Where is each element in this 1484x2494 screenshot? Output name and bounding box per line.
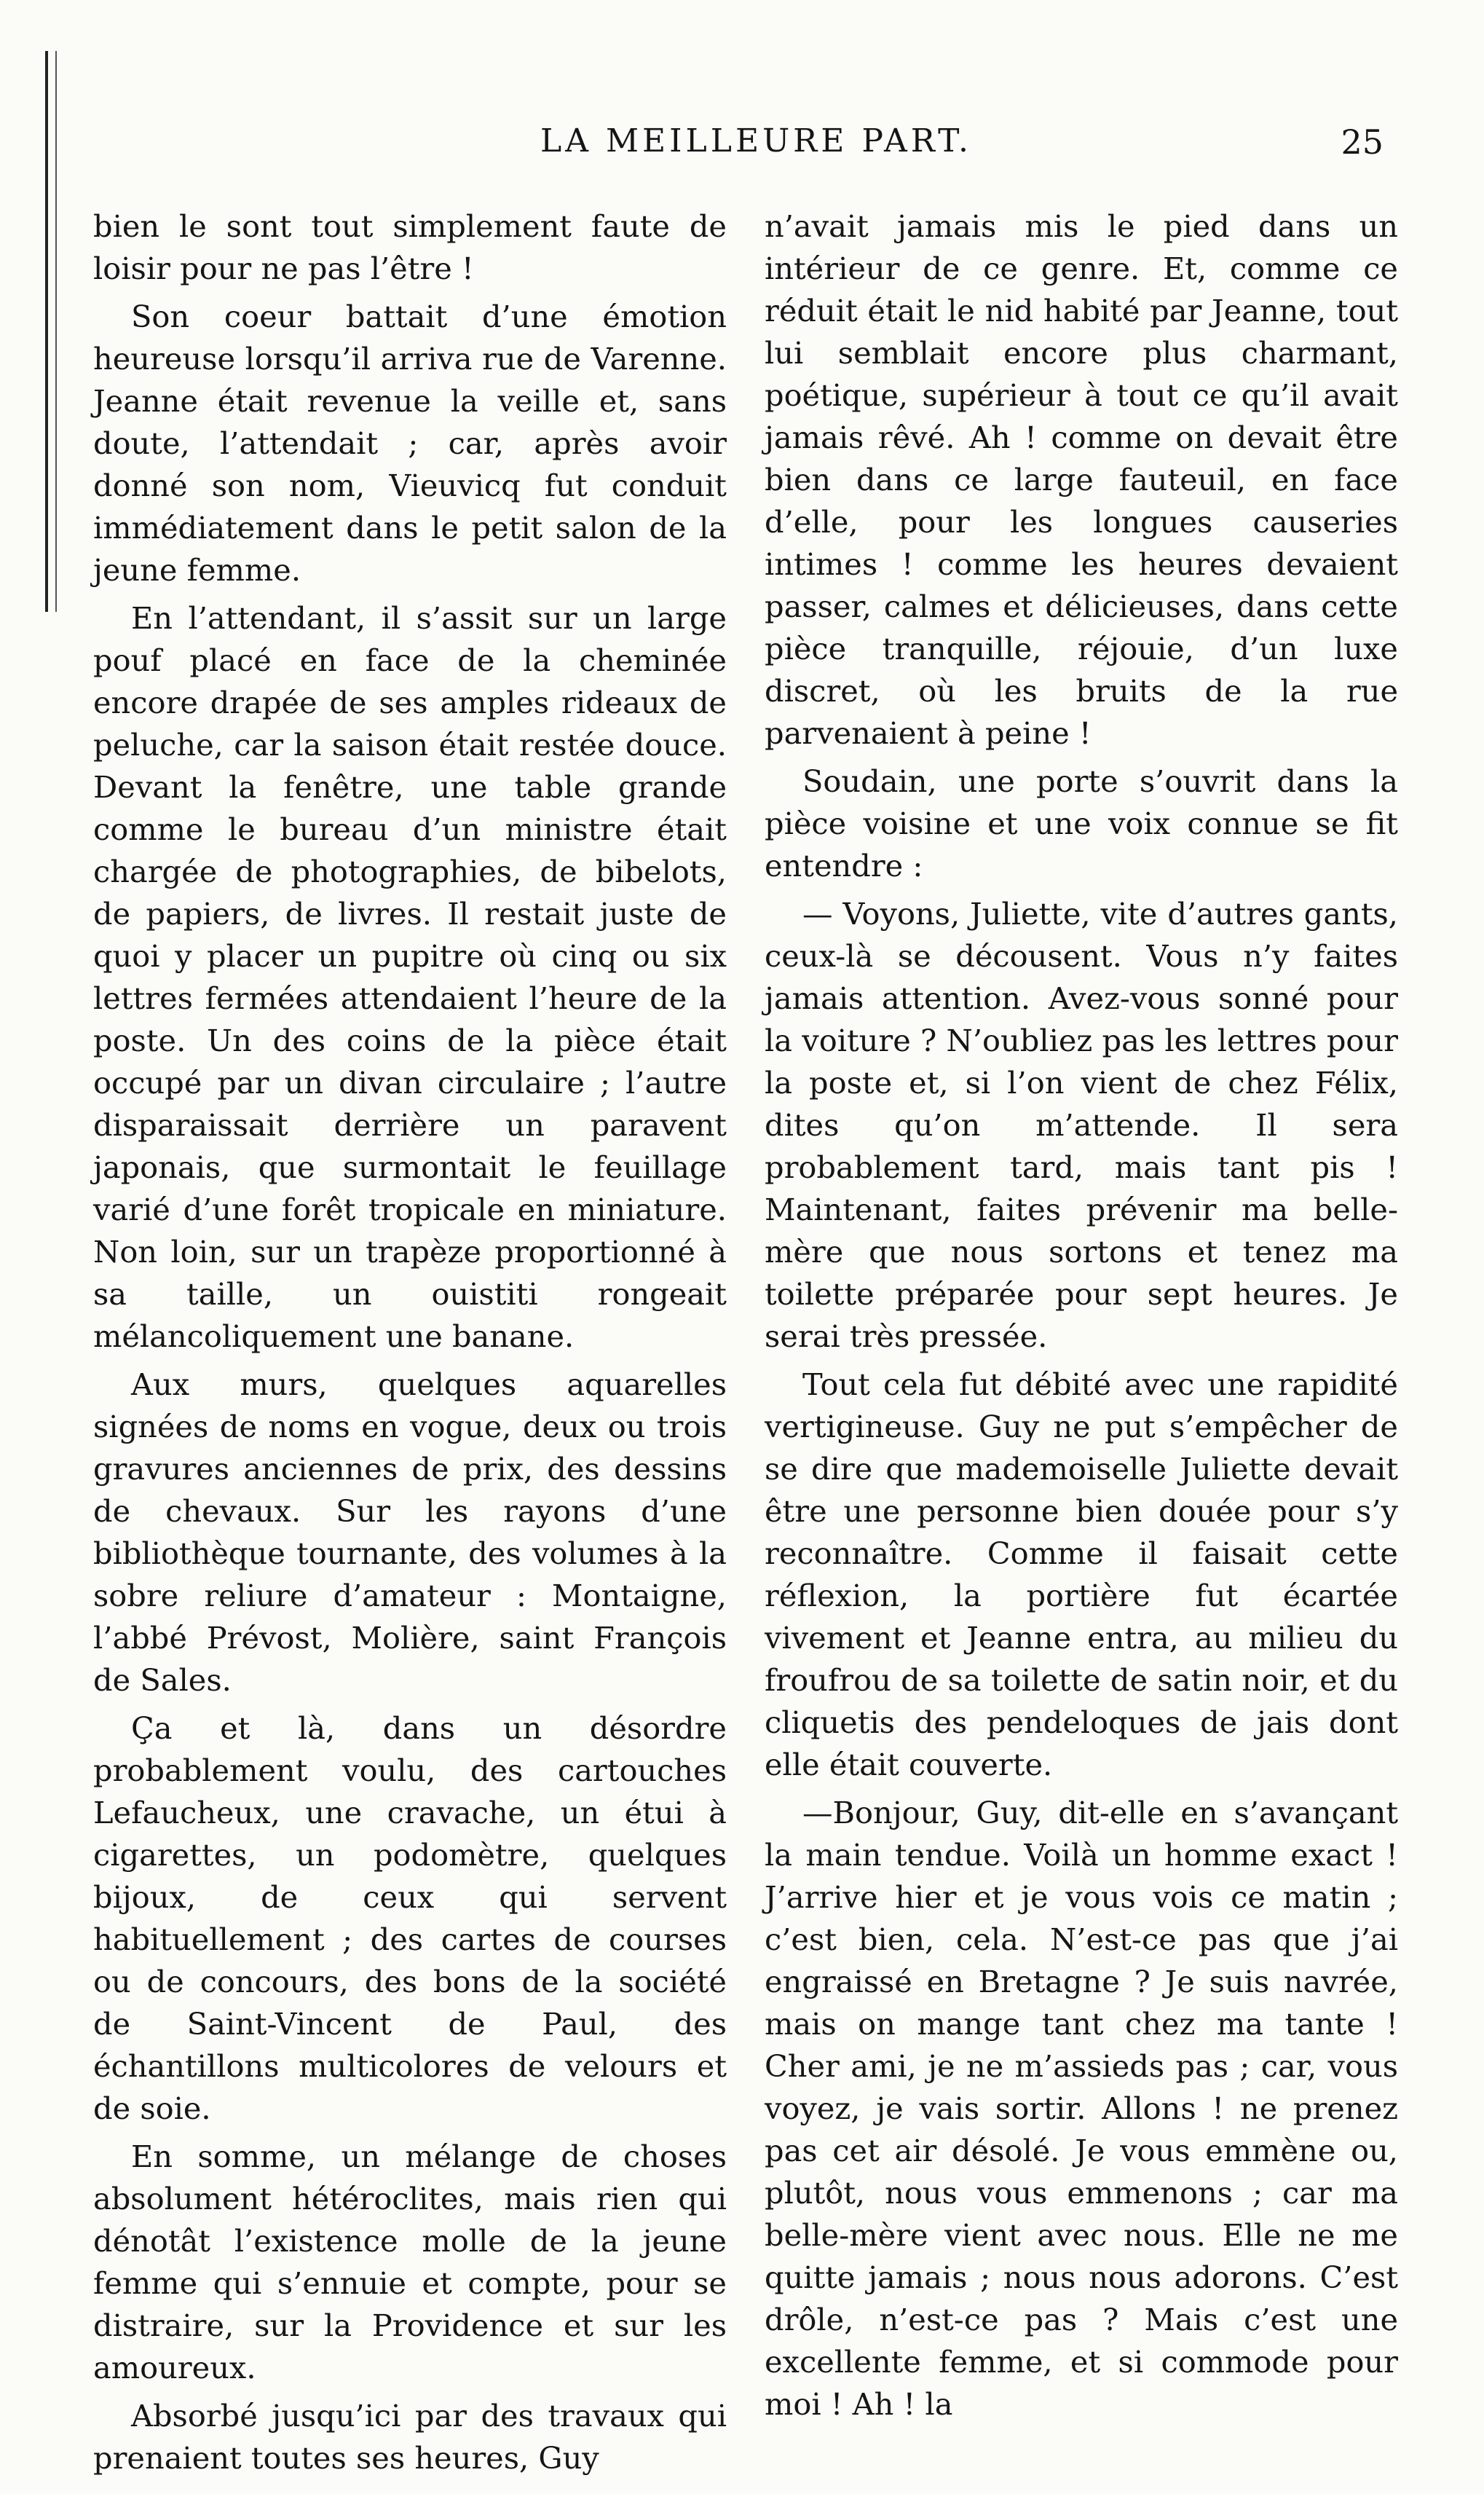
right-column xyxy=(765,205,1398,2426)
paragraph: Soudain, une porte s’ouvrit dans la pièce voisine et une voix connue se fit entendre : xyxy=(765,763,1398,884)
page-header xyxy=(95,122,1405,173)
left-column xyxy=(93,205,727,2479)
paragraph: Tout cela fut débité avec une rapidité vertigineuse. Guy ne put s’empêcher de se dire que mademoiselle Juliette devait être une personne bien douée pour s’y reconnaître. Comme il faisait cette réflexion, la portière fut écartée vivement et Jeanne entra, au milieu du froufrou de sa toilette de satin noir, et du cliquetis des pendeloques de jais dont elle était couverte. xyxy=(765,1366,1398,1782)
page-number: 25 xyxy=(1341,122,1384,162)
paragraph: Son coeur battait d’une émotion heureuse lorsqu’il arriva rue de Varenne. Jeanne était revenue la veille et, sans doute, l’attendait ; car, après avoir donné son nom, Vieuvicq fut conduit immédiatement dans le petit salon de la jeune femme. xyxy=(93,299,727,588)
paragraph: n’avait jamais mis le pied dans un intérieur de ce genre. Et, comme ce réduit était le nid habité par Jeanne, tout lui semblait encore plus charmant, poétique, supérieur à tout ce qu’il avait jamais rêvé. Ah ! comme on devait être bien dans ce large fauteuil, en face d’elle, pour les longues causeries intimes ! comme les heures devaient passer, calmes et délicieuses, dans cette pièce tranquille, réjouie, d’un luxe discret, où les bruits de la rue parvenaient à peine ! xyxy=(765,208,1398,751)
binding-edge xyxy=(45,51,57,612)
paragraph: — Voyons, Juliette, vite d’autres gants, ceux-là se décousent. Vous n’y faites jamais attention. Avez-vous sonné pour la voiture ? N’oubliez pas les lettres pour la poste et, si l’on vient de chez Félix, dites qu’on m’attende. Il sera probablement tard, mais tant pis ! Maintenant, faites prévenir ma belle-mère que nous sortons et tenez ma toilette préparée pour sept heures. Je serai très pressée. xyxy=(765,896,1398,1354)
paragraph: Ça et là, dans un désordre probablement voulu, des cartouches Lefaucheux, une cravache, un étui à cigarettes, un podomètre, quelques bijoux, de ceux qui servent habituellement ; des cartes de courses ou de concours, des bons de la société de Saint-Vincent de Paul, des échantillons multicolores de velours et de soie. xyxy=(93,1710,727,2126)
paragraph: Aux murs, quelques aquarelles signées de noms en vogue, deux ou trois gravures anciennes de prix, des dessins de chevaux. Sur les rayons d’une bibliothèque tournante, des volumes à la sobre reliure d’amateur : Montaigne, l’abbé Prévost, Molière, saint François de Sales. xyxy=(93,1366,727,1698)
paragraph: En somme, un mélange de choses absolument hétéroclites, mais rien qui dénotât l’existence molle de la jeune femme qui s’ennuie et compte, pour se distraire, sur la Providence et sur les amoureux. xyxy=(93,2139,727,2385)
paragraph: En l’attendant, il s’assit sur un large pouf placé en face de la cheminée encore drapée de ses amples rideaux de peluche, car la saison était restée douce. Devant la fenêtre, une table grande comme le bureau d’un ministre était chargée de photographies, de bibelots, de papiers, de livres. Il restait juste de quoi y placer un pupitre où cinq ou six lettres fermées attendaient l’heure de la poste. Un des coins de la pièce était occupé par un divan circulaire ; l’autre disparaissait derrière un paravent japonais, que surmontait le feuillage varié d’une forêt tropicale en miniature. Non loin, sur un trapèze proportionné à sa taille, un ouistiti rongeait mélancoliquement une banane. xyxy=(93,600,727,1354)
paragraph: Absorbé jusqu’ici par des travaux qui prenaient toutes ses heures, Guy xyxy=(93,2398,727,2476)
paragraph: bien le sont tout simplement faute de loisir pour ne pas l’être ! xyxy=(93,208,727,286)
running-title: LA MEILLEURE PART. xyxy=(540,122,972,160)
paragraph: —Bonjour, Guy, dit-elle en s’avançant la main tendue. Voilà un homme exact ! J’arrive hier et je vous vois ce matin ; c’est bien, cela. N’est-ce pas que j’ai engraissé en Bretagne ? Je suis navrée, mais on mange tant chez ma tante ! Cher ami, je ne m’assieds pas ; car, vous voyez, je vais sortir. Allons ! ne prenez pas cet air désolé. Je vous emmène ou, plutôt, nous vous emmenons ; car ma belle-mère vient avec nous. Elle ne me quitte jamais ; nous nous adorons. C’est drôle, n’est-ce pas ? Mais c’est une excellente femme, et si commode pour moi ! Ah ! la xyxy=(765,1795,1398,2422)
